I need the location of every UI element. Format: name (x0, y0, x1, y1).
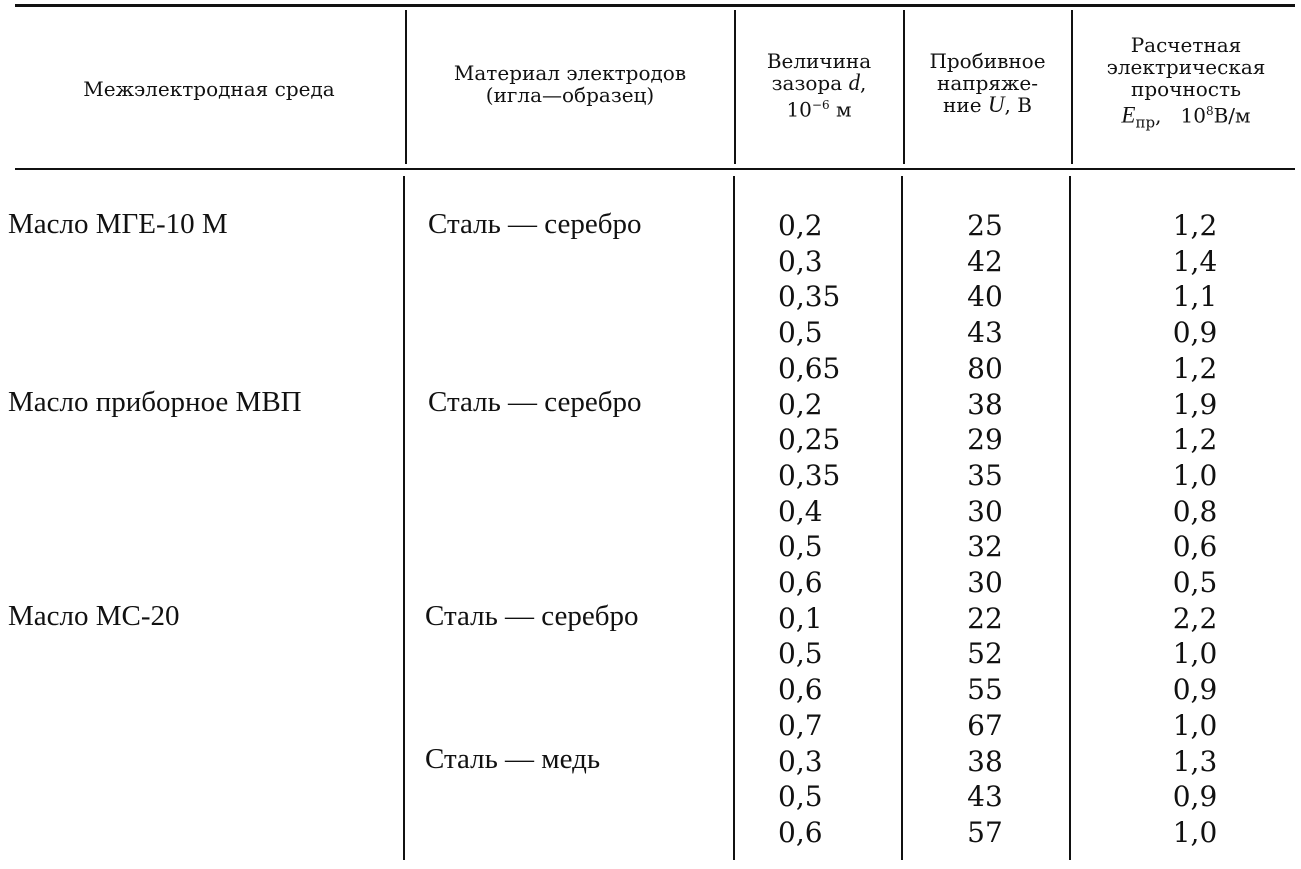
gap-value: 0,5 (778, 637, 823, 671)
voltage-value: 43 (967, 780, 1003, 814)
gap-value: 0,3 (778, 744, 823, 778)
voltage-value: 57 (967, 815, 1003, 849)
strength-value: 1,2 (1172, 209, 1218, 242)
gap-value: 0,5 (778, 316, 823, 350)
gap-value: 0,35 (778, 458, 841, 492)
header-strength (1074, 34, 1298, 134)
voltage-value: 35 (967, 458, 1003, 492)
header-gap-base: 10 (786, 97, 812, 122)
strength-value: 0,9 (1172, 780, 1218, 814)
col-separator (403, 176, 405, 860)
gap-value: 0,6 (778, 815, 823, 849)
gap-value: 0,1 (778, 601, 823, 635)
strength-value: 1,0 (1172, 458, 1218, 492)
gap-value: 0,4 (778, 494, 823, 528)
strength-value: 1,4 (1172, 244, 1218, 278)
strength-value: 0,9 (1172, 673, 1218, 707)
material-label: Сталь — серебро (428, 386, 642, 418)
voltage-value: 32 (967, 530, 1003, 564)
header-strength-line3: прочность (1131, 77, 1241, 101)
header-material (408, 62, 732, 106)
strength-value: 0,5 (1172, 566, 1218, 600)
material-label: Сталь — серебро (428, 208, 642, 240)
gap-column (778, 208, 878, 851)
header-gap-line1: Величина (766, 49, 872, 73)
strength-value: 1,1 (1172, 280, 1218, 314)
gap-value: 0,6 (778, 673, 823, 707)
header-material-line1: Материал электродов (453, 61, 687, 85)
header-strength-exp: 8 (1205, 104, 1214, 118)
voltage-column (940, 208, 1030, 851)
gap-value: 0,6 (778, 566, 823, 600)
header-voltage-line1: Пробивное (929, 49, 1046, 73)
header-gap-var: d (848, 70, 860, 95)
voltage-value: 30 (967, 494, 1003, 528)
medium-label: Масло МГЕ-10 М (8, 208, 228, 240)
voltage-value: 42 (967, 244, 1003, 278)
header-gap-line3 (737, 94, 901, 121)
col-separator (405, 10, 407, 164)
header-medium-text: Межэлектродная среда (83, 77, 335, 101)
strength-value: 1,2 (1172, 351, 1218, 385)
gap-value: 0,35 (778, 280, 841, 314)
gap-value: 0,5 (778, 780, 823, 814)
col-separator (1071, 10, 1073, 164)
header-voltage-text: ние (943, 93, 988, 117)
voltage-value: 67 (967, 708, 1003, 742)
medium-label: Масло приборное МВП (8, 386, 302, 418)
voltage-value: 40 (967, 280, 1003, 314)
col-separator (901, 176, 903, 860)
header-voltage-unit: , В (1004, 93, 1032, 117)
header-gap (737, 50, 901, 121)
header-voltage-line2: напряже- (937, 71, 1038, 95)
header-voltage-var: U (987, 92, 1005, 117)
voltage-value: 80 (967, 351, 1003, 385)
gap-value: 0,7 (778, 708, 823, 742)
header-gap-text: зазора (771, 71, 849, 95)
voltage-value: 38 (967, 744, 1003, 778)
header-strength-unit: В/м (1213, 103, 1251, 128)
strength-value: 1,0 (1172, 815, 1218, 849)
header-strength-line1: Расчетная (1130, 33, 1242, 57)
header-voltage-line3 (906, 94, 1069, 116)
col-separator (733, 176, 735, 860)
material-label: Сталь — медь (425, 743, 601, 775)
strength-value: 1,0 (1172, 637, 1218, 671)
strength-value: 1,9 (1172, 387, 1218, 421)
strength-value: 2,2 (1172, 601, 1218, 635)
header-strength-line4 (1074, 100, 1298, 134)
voltage-value: 38 (967, 387, 1003, 421)
strength-value: 1,3 (1172, 744, 1218, 778)
gap-value: 0,5 (778, 530, 823, 564)
strength-value: 1,2 (1172, 423, 1218, 457)
voltage-value: 52 (967, 637, 1003, 671)
header-gap-exp: −6 (811, 98, 830, 112)
gap-value: 0,25 (778, 423, 841, 457)
strength-value: 1,0 (1172, 708, 1218, 742)
gap-value: 0,3 (778, 244, 823, 278)
strength-value: 0,9 (1172, 316, 1218, 350)
top-rule (15, 4, 1295, 7)
voltage-value: 43 (967, 316, 1003, 350)
header-medium (15, 78, 403, 100)
col-separator (1069, 176, 1071, 860)
header-strength-pre: , 10 (1155, 103, 1206, 128)
voltage-value: 29 (967, 423, 1003, 457)
medium-label: Масло МС-20 (8, 600, 180, 632)
gap-value: 0,2 (778, 209, 823, 242)
header-rule (15, 168, 1295, 170)
voltage-value: 30 (967, 566, 1003, 600)
header-strength-line2: электрическая (1106, 55, 1266, 79)
col-separator (734, 10, 736, 164)
col-separator (903, 10, 905, 164)
header-gap-line2 (737, 72, 901, 94)
voltage-value: 55 (967, 673, 1003, 707)
header-material-line2: (игла—образец) (485, 83, 655, 107)
strength-column (1150, 208, 1240, 851)
header-gap-unit: м (829, 97, 852, 122)
voltage-value: 22 (967, 601, 1003, 635)
strength-value: 0,6 (1172, 530, 1218, 564)
gap-value: 0,2 (778, 387, 823, 421)
header-strength-sub: пр (1135, 113, 1156, 132)
header-voltage (906, 50, 1069, 116)
gap-value: 0,65 (778, 351, 841, 385)
voltage-value: 25 (967, 209, 1003, 242)
header-gap-tail: , (860, 71, 867, 95)
strength-value: 0,8 (1172, 494, 1218, 528)
material-label: Сталь — серебро (425, 600, 639, 632)
header-strength-var: E (1121, 102, 1136, 128)
